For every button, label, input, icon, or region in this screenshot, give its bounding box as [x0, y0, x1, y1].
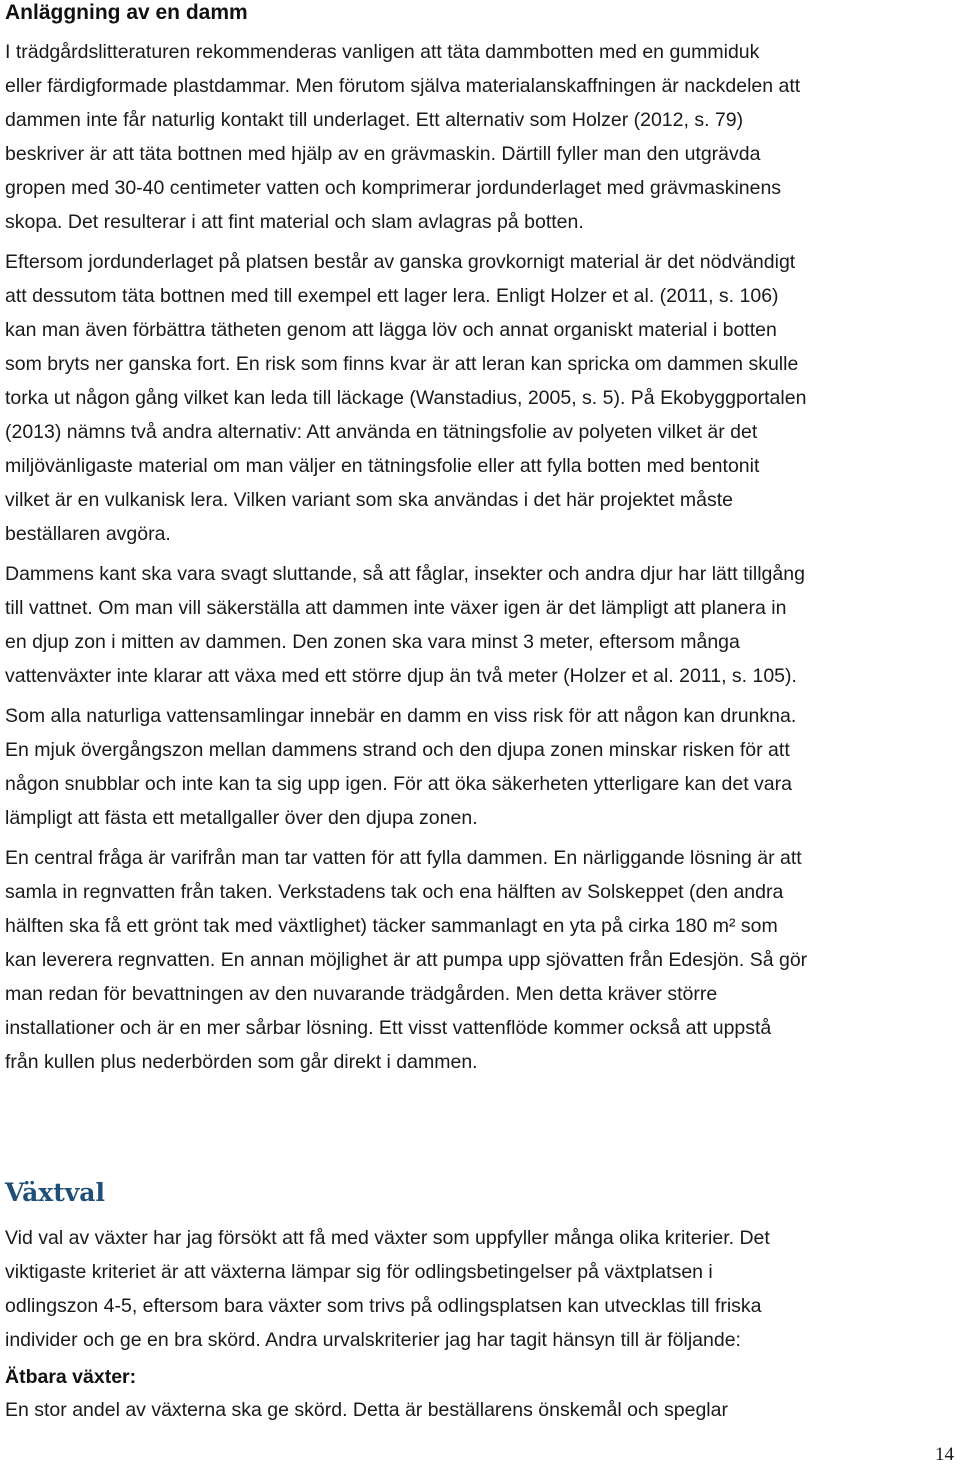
paragraph-pond-edge: Dammens kant ska vara svagt sluttande, så att fåglar, insekter och andra djur har lätt tillgång till vattnet. Om man vill säkerställa att dammen inte växer igen är det lämpligt att planera in en djup zon i mitten av dammen. Den zonen ska vara minst 3 meter, eftersom många vattenväxter inte klarar att växa med ett större djup än två meter (Holzer et al. 2011, s. 105). [5, 563, 805, 687]
document-page [5, 0, 953, 1427]
heading-vaxtval: Växtval [5, 1178, 105, 1207]
paragraph-soil-clay: Eftersom jordunderlaget på platsen består av ganska grovkornigt material är det nödvändigt att dessutom täta bottnen med till exempel ett lager lera. Enligt Holzer et al. (2011, s. 106) kan man även förbättra tätheten genom att lägga löv och annat organiskt material i botten som bryts ner ganska fort. En risk som finns kvar är att leran kan spricka om dammen skulle torka ut någon gång vilket kan leda till läckage (Wanstadius, 2005, s. 5). På Ekobyggportalen (2013) nämns två andra alternativ: Att använda en tätningsfolie av polyeten vilket är det miljövänligaste material om man väljer en tätningsfolie eller att fylla botten med bentonit vilket är en vulkanisk lera. Vilken variant som ska användas i det här projektet måste beställaren avgöra. [5, 251, 807, 545]
paragraph-safety: Som alla naturliga vattensamlingar innebär en damm en viss risk för att någon kan drunkna. En mjuk övergångszon mellan dammens strand och den djupa zonen minskar risken för att någon snubblar och inte kan ta sig upp igen. För att öka säkerheten ytterligare kan det vara lämpligt att fästa ett metallgaller över den djupa zonen. [5, 705, 797, 829]
section-title: Anläggning av en damm [5, 1, 248, 24]
page-number: 14 [935, 1444, 954, 1465]
paragraph-edible-plants: En stor andel av växterna ska ge skörd. Detta är beställarens önskemål och speglar [5, 1399, 728, 1421]
subheading-edible-plants: Ätbara växter: [5, 1366, 137, 1388]
paragraph-plant-selection: Vid val av växter har jag försökt att få med växter som uppfyller många olika kriterier. Det viktigaste kriteriet är att växterna lämpar sig för odlingsbetingelser på växtplatsen i odlingszon 4-5, eftersom bara växter som trivs på odlingsplatsen kan utvecklas till friska individer och ge en bra skörd. Andra urvalskriterier jag har tagit hänsyn till är följande: [5, 1227, 770, 1351]
paragraph-water-source: En central fråga är varifrån man tar vatten för att fylla dammen. En närliggande lösning är att samla in regnvatten från taken. Verkstadens tak och ena hälften av Solskeppet (den andra hälften ska få ett grönt tak med växtlighet) täcker sammanlagt en yta på cirka 180 m² som kan leverera regnvatten. En annan möjlighet är att pumpa upp sjövatten från Edesjön. Så gör man redan för bevattningen av den nuvarande trädgården. Men detta kräver större installationer och är en mer sårbar lösning. Ett visst vattenflöde kommer också att uppstå från kullen plus nederbörden som går direkt i dammen. [5, 847, 808, 1073]
paragraph-dam-sealing: I trädgårdslitteraturen rekommenderas vanligen att täta dammbotten med en gummiduk eller färdigformade plastdammar. Men förutom själva materialanskaffningen är nackdelen att dammen inte får naturlig kontakt till underlaget. Ett alternativ som Holzer (2012, s. 79) beskriver är att täta bottnen med hjälp av en grävmaskin. Därtill fyller man den utgrävda gropen med 30-40 centimeter vatten och komprimerar jordunderlaget med grävmaskinens skopa. Det resulterar i att fint material och slam avlagras på botten. [5, 41, 801, 233]
